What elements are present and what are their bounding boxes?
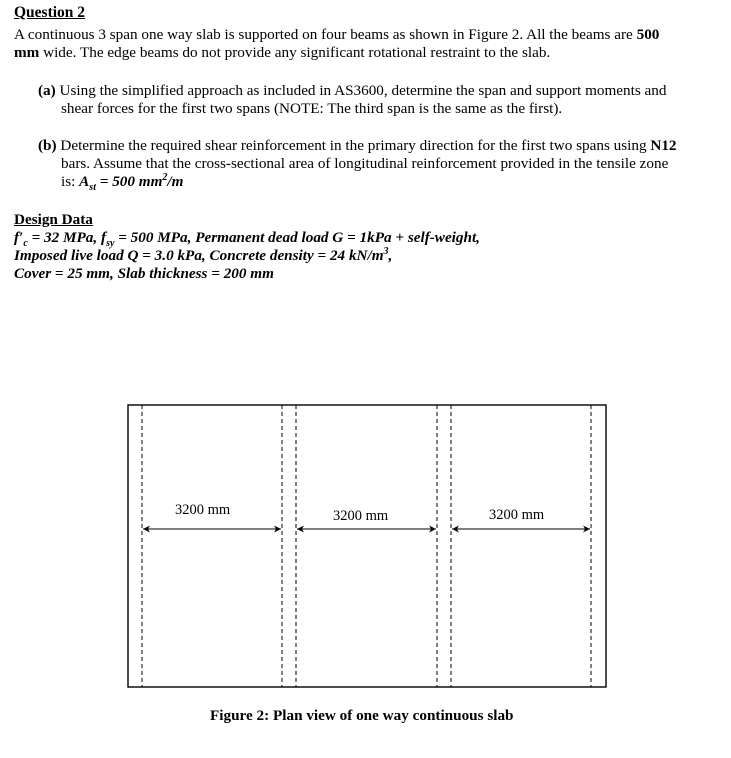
design-data-line-3: Cover = 25 mm, Slab thickness = 200 mm — [14, 265, 274, 282]
ast-symbol: A — [79, 173, 90, 190]
fsy-value: = 500 MPa, Permanent dead load G = 1kPa + self-weight, — [114, 229, 480, 246]
fsy-symbol: f — [101, 229, 107, 246]
intro-text-1: A continuous 3 span one way slab is supported on four beams as shown in Figure 2. All the beams are — [14, 26, 637, 43]
density-superscript: 3 — [383, 245, 389, 257]
part-b-label: (b) — [38, 137, 57, 154]
ast-unit: /m — [167, 173, 184, 190]
fc-subscript: c — [23, 238, 28, 250]
slab-outline — [128, 405, 606, 687]
interior-beam-1 — [282, 405, 296, 687]
part-a-line-2: shear forces for the first two spans (NOTE: The third span is the same as the first). — [61, 100, 563, 117]
live-load-text: Imposed live load Q = 3.0 kPa, Concrete density = 24 kN/m — [14, 247, 384, 264]
span-3-label: 3200 mm — [489, 507, 545, 523]
part-b-line-1: Determine the required shear reinforcement in the primary direction for the first two spans using — [60, 137, 651, 154]
fsy-subscript: sy — [106, 238, 115, 250]
part-b-line-2: bars. Assume that the cross-sectional area of longitudinal reinforcement provided in the tensile zone — [61, 155, 669, 172]
fc-symbol: f′ — [14, 229, 24, 246]
part-a-label: (a) — [38, 82, 56, 99]
intro-text-2: wide. The edge beams do not provide any significant rotational restraint to the slab. — [39, 44, 551, 61]
bar-size: N12 — [650, 137, 677, 154]
interior-beam-2 — [437, 405, 451, 687]
question-title: Question 2 — [14, 4, 86, 21]
ast-value: = 500 mm — [95, 173, 163, 190]
span-1-label: 3200 mm — [175, 502, 231, 518]
span-2-label: 3200 mm — [333, 508, 389, 524]
design-data-title: Design Data — [14, 211, 93, 228]
beam-width-value: 500 — [636, 26, 660, 43]
part-a-line-1: Using the simplified approach as included in AS3600, determine the span and support moments and — [59, 82, 667, 99]
ast-subscript: st — [89, 182, 96, 194]
beam-width-unit: mm — [14, 44, 40, 61]
ast-superscript: 2 — [162, 171, 168, 183]
figure-caption: Figure 2: Plan view of one way continuous slab — [210, 707, 514, 724]
part-b-line-3-prefix: is: — [61, 173, 80, 190]
line-2-end: , — [388, 247, 393, 264]
fc-value: = 32 MPa, — [27, 229, 101, 246]
